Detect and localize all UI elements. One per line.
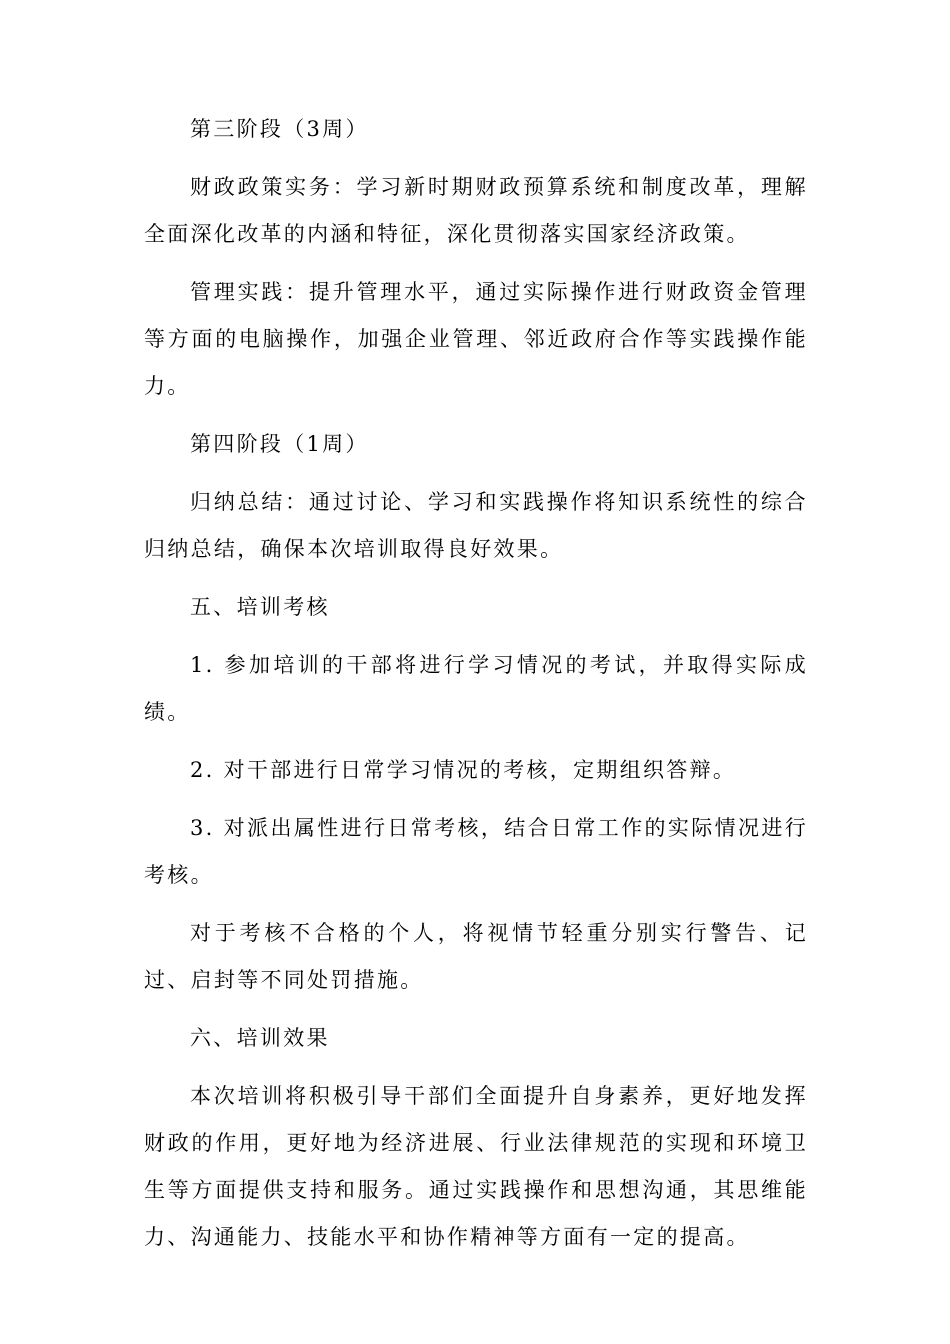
section-five-heading: 五、培训考核: [190, 595, 330, 619]
summary-paragraph: 归纳总结：通过讨论、学习和实践操作将知识系统性的综合归纳总结，确保本次培训取得良好效果。: [144, 490, 808, 561]
penalty-paragraph: 对于考核不合格的个人，将视情节轻重分别实行警告、记过、启封等不同处罚措施。: [144, 921, 808, 992]
stage-three-heading: 第三阶段（3周）: [190, 117, 369, 141]
assessment-item-2: 2. 对干部进行日常学习情况的考核，定期组织答辩。: [190, 758, 737, 782]
assessment-item-3: 3. 对派出属性进行日常考核，结合日常工作的实际情况进行考核。: [144, 816, 808, 887]
section-six-heading: 六、培训效果: [190, 1026, 330, 1050]
management-practice-paragraph: 管理实践：提升管理水平，通过实际操作进行财政资金管理等方面的电脑操作，加强企业管理、邻近政府合作等实践操作能力。: [144, 280, 808, 398]
document-body: [144, 106, 808, 1272]
assessment-item-1: 1. 参加培训的干部将进行学习情况的考试，并取得实际成绩。: [144, 653, 808, 724]
effects-paragraph: 本次培训将积极引导干部们全面提升自身素养，更好地发挥财政的作用，更好地为经济进展、行业法律规范的实现和环境卫生等方面提供支持和服务。通过实践操作和思想沟通，其思维能力、沟通能力、技能水平和协作精神等方面有一定的提高。: [144, 1084, 808, 1249]
fiscal-policy-paragraph: 财政政策实务：学习新时期财政预算系统和制度改革，理解全面深化改革的内涵和特征，深化贯彻落实国家经济政策。: [144, 175, 808, 246]
stage-four-heading: 第四阶段（1周）: [190, 432, 369, 456]
